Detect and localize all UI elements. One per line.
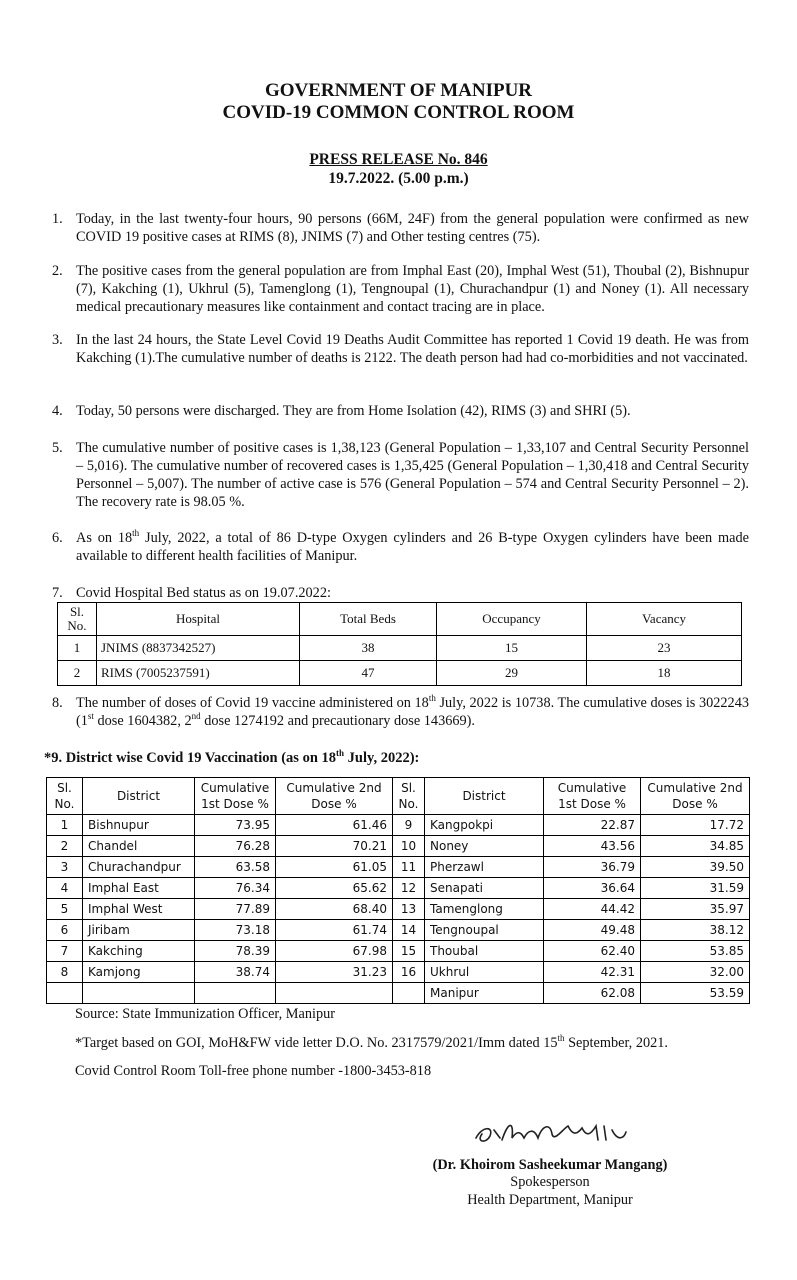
- release-heading: [0, 150, 797, 188]
- cell: 36.64: [544, 878, 641, 899]
- col-cum-1st: Cumulative 1st Dose %: [195, 778, 276, 815]
- cell: 5: [47, 899, 83, 920]
- cell: 61.05: [276, 857, 393, 878]
- col-vacancy: Vacancy: [587, 603, 742, 636]
- cell: 31.59: [641, 878, 750, 899]
- signatory-dept: Health Department, Manipur: [467, 1192, 633, 1208]
- table-row: [47, 815, 750, 836]
- cell: 10: [393, 836, 425, 857]
- cell: Ukhrul: [425, 962, 544, 983]
- col-sl-no: Sl. No.: [58, 603, 97, 636]
- point-3-text: In the last 24 hours, the State Level Covid 19 Deaths Audit Committee has reported 1 Covid 19 death. He was from Kakching (1).The cumulative number of deaths is 2122. The death person had had co-morbidities and not vaccinated.: [76, 332, 749, 366]
- signatory-name: (Dr. Khoirom Sasheekumar Mangang): [432, 1157, 668, 1173]
- signatory-role: Spokesperson: [510, 1174, 590, 1190]
- cell: 32.00: [641, 962, 750, 983]
- point-4: 4. Today, 50 persons were discharged. They are from Home Isolation (42), RIMS (3) and SHRI (5).: [52, 402, 749, 420]
- tollfree-note: Covid Control Room Toll-free phone number -1800-3453-818: [75, 1063, 432, 1079]
- col-sl-no: Sl. No.: [47, 778, 83, 815]
- cell: Manipur: [425, 983, 544, 1004]
- cell: 13: [393, 899, 425, 920]
- cell: Kakching: [83, 941, 195, 962]
- cell: 39.50: [641, 857, 750, 878]
- table-row: [47, 983, 750, 1004]
- cell: 53.85: [641, 941, 750, 962]
- cell: Jiribam: [83, 920, 195, 941]
- cell: 2: [47, 836, 83, 857]
- cell: Kamjong: [83, 962, 195, 983]
- point-4-text: Today, 50 persons were discharged. They are from Home Isolation (42), RIMS (3) and SHRI (5).: [76, 403, 631, 419]
- cell: 76.28: [195, 836, 276, 857]
- cell: 31.23: [276, 962, 393, 983]
- cell: 43.56: [544, 836, 641, 857]
- cell: 38.12: [641, 920, 750, 941]
- col-occupancy: Occupancy: [437, 603, 587, 636]
- cell: 16: [393, 962, 425, 983]
- cell: 62.40: [544, 941, 641, 962]
- col-cum-1st-2: Cumulative 1st Dose %: [544, 778, 641, 815]
- cell: 7: [47, 941, 83, 962]
- cell: [47, 983, 83, 1004]
- col-cum-2nd-2: Cumulative 2nd Dose %: [641, 778, 750, 815]
- cell: 6: [47, 920, 83, 941]
- cell: 15: [437, 636, 587, 661]
- cell: 1: [47, 815, 83, 836]
- point-6: 6. As on 18th July, 2022, a total of 86 D-type Oxygen cylinders and 26 B-type Oxygen cylinders have been made available to different health facilities of Manipur.: [52, 528, 749, 564]
- cell: Tengnoupal: [425, 920, 544, 941]
- cell: Imphal West: [83, 899, 195, 920]
- col-district-2: District: [425, 778, 544, 815]
- vaccination-table: [46, 777, 750, 1004]
- col-sl-no-2: Sl. No.: [393, 778, 425, 815]
- cell: 4: [47, 878, 83, 899]
- cell: 67.98: [276, 941, 393, 962]
- unit-title: COVID-19 COMMON CONTROL ROOM: [222, 102, 575, 123]
- col-total-beds: Total Beds: [300, 603, 437, 636]
- cell: 2: [58, 661, 97, 686]
- cell: 8: [47, 962, 83, 983]
- cell: 62.08: [544, 983, 641, 1004]
- col-district: District: [83, 778, 195, 815]
- table-row: [47, 941, 750, 962]
- cell: 17.72: [641, 815, 750, 836]
- point-8-text: The number of doses of Covid 19 vaccine administered on 18th July, 2022 is 10738. The cumulative doses is 3022243 (1st dose 1604382, 2nd dose 1274192 and precautionary dose 143669).: [76, 693, 749, 729]
- point-2: 2. The positive cases from the general population are from Imphal East (20), Imphal West (51), Thoubal (2), Bishnupur (7), Kakching (1), Ukhrul (5), Tamenglong (1), Tengnoupal (1), Churachandpur (1) and Noney (1). All necessary medical precautionary measures like containment and contact tracing are in place.: [52, 263, 749, 315]
- cell: 73.18: [195, 920, 276, 941]
- table-row: [47, 920, 750, 941]
- cell: 15: [393, 941, 425, 962]
- cell: 3: [47, 857, 83, 878]
- signature-image: [472, 1112, 632, 1152]
- col-hospital: Hospital: [97, 603, 300, 636]
- table-row: [58, 636, 742, 661]
- cell: [276, 983, 393, 1004]
- table-row: [47, 857, 750, 878]
- table-row: [47, 899, 750, 920]
- point-1: 1. Today, in the last twenty-four hours, 90 persons (66M, 24F) from the general population were confirmed as new COVID 19 positive cases at RIMS (8), JNIMS (7) and Other testing centres (75).: [52, 211, 749, 245]
- cell: 29: [437, 661, 587, 686]
- cell: 34.85: [641, 836, 750, 857]
- table-row: [47, 836, 750, 857]
- cell: 36.79: [544, 857, 641, 878]
- cell: 49.48: [544, 920, 641, 941]
- table-row: [47, 962, 750, 983]
- cell: 61.74: [276, 920, 393, 941]
- cell: 44.42: [544, 899, 641, 920]
- cell: 14: [393, 920, 425, 941]
- cell: 77.89: [195, 899, 276, 920]
- vaccination-table-header: [47, 778, 750, 815]
- point-3: 3. In the last 24 hours, the State Level Covid 19 Deaths Audit Committee has reported 1 Covid 19 death. He was from Kakching (1).The cumulative number of deaths is 2122. The death person had had co-morbidities and not vaccinated.: [52, 332, 749, 366]
- point-8: 8. The number of doses of Covid 19 vaccine administered on 18th July, 2022 is 10738. The cumulative doses is 3022243 (1st dose 1604382, 2nd dose 1274192 and precautionary dose 143669).: [52, 693, 749, 729]
- cell: 9: [393, 815, 425, 836]
- cell: Bishnupur: [83, 815, 195, 836]
- cell: [83, 983, 195, 1004]
- letterhead: [0, 80, 797, 124]
- cell: 63.58: [195, 857, 276, 878]
- point-5-text: The cumulative number of positive cases is 1,38,123 (General Population – 1,33,107 and Central Security Personnel – 5,016). The cumulative number of recovered cases is 1,35,425 (General Population – 1,30,418 and Central Security Personnel – 5,007). The number of active case is 576 (General Population – 574 and Central Security Personnel – 2). The recovery rate is 98.05 %.: [76, 440, 749, 510]
- point-7-text: Covid Hospital Bed status as on 19.07.2022:: [76, 585, 331, 601]
- bed-status-table: [57, 602, 742, 686]
- org-title: GOVERNMENT OF MANIPUR: [264, 80, 533, 101]
- table-row: [58, 661, 742, 686]
- cell: 38: [300, 636, 437, 661]
- cell: 18: [587, 661, 742, 686]
- cell: 61.46: [276, 815, 393, 836]
- cell: Tamenglong: [425, 899, 544, 920]
- point-5: 5. The cumulative number of positive cases is 1,38,123 (General Population – 1,33,107 and Central Security Personnel – 5,016). The cumulative number of recovered cases is 1,35,425 (General Population – 1,30,418 and Central Security Personnel – 5,007). The number of active case is 576 (General Population – 574 and Central Security Personnel – 2). The recovery rate is 98.05 %.: [52, 440, 749, 510]
- col-cum-2nd: Cumulative 2nd Dose %: [276, 778, 393, 815]
- cell: 23: [587, 636, 742, 661]
- cell: Noney: [425, 836, 544, 857]
- cell: Imphal East: [83, 878, 195, 899]
- cell: 65.62: [276, 878, 393, 899]
- target-note: *Target based on GOI, MoH&FW vide letter D.O. No. 2317579/2021/Imm dated 15th September, 2021.: [75, 1033, 668, 1051]
- cell: 70.21: [276, 836, 393, 857]
- release-number: PRESS RELEASE No. 846: [309, 151, 488, 168]
- table-row: [47, 878, 750, 899]
- cell: 1: [58, 636, 97, 661]
- cell: 73.95: [195, 815, 276, 836]
- bed-table-header: [58, 603, 742, 636]
- cell: Chandel: [83, 836, 195, 857]
- point-7: 7. Covid Hospital Bed status as on 19.07.2022:: [52, 584, 749, 602]
- cell: Senapati: [425, 878, 544, 899]
- cell: [195, 983, 276, 1004]
- point-6-text: As on 18th July, 2022, a total of 86 D-type Oxygen cylinders and 26 B-type Oxygen cylinders have been made available to different health facilities of Manipur.: [76, 528, 749, 564]
- cell: 68.40: [276, 899, 393, 920]
- cell: Churachandpur: [83, 857, 195, 878]
- cell: 53.59: [641, 983, 750, 1004]
- source-note: Source: State Immunization Officer, Manipur: [75, 1006, 336, 1022]
- cell: 22.87: [544, 815, 641, 836]
- cell: 47: [300, 661, 437, 686]
- cell: Thoubal: [425, 941, 544, 962]
- point-1-text: Today, in the last twenty-four hours, 90 persons (66M, 24F) from the general population were confirmed as new COVID 19 positive cases at RIMS (8), JNIMS (7) and Other testing centres (75).: [76, 211, 749, 245]
- cell: 38.74: [195, 962, 276, 983]
- cell: 11: [393, 857, 425, 878]
- cell: 76.34: [195, 878, 276, 899]
- cell: 78.39: [195, 941, 276, 962]
- cell: 12: [393, 878, 425, 899]
- cell: 42.31: [544, 962, 641, 983]
- cell: JNIMS (8837342527): [97, 636, 300, 661]
- release-datetime: 19.7.2022. (5.00 p.m.): [328, 170, 469, 187]
- cell: RIMS (7005237591): [97, 661, 300, 686]
- point-2-text: The positive cases from the general population are from Imphal East (20), Imphal West (51), Thoubal (2), Bishnupur (7), Kakching (1), Ukhrul (5), Tamenglong (1), Tengnoupal (1), Churachandpur (1) and Noney (1). All necessary medical precautionary measures like containment and contact tracing are in place.: [76, 263, 749, 315]
- cell: 35.97: [641, 899, 750, 920]
- cell: [393, 983, 425, 1004]
- vaccination-section-title: *9. District wise Covid 19 Vaccination (as on 18th July, 2022):: [44, 748, 420, 766]
- cell: Kangpokpi: [425, 815, 544, 836]
- cell: Pherzawl: [425, 857, 544, 878]
